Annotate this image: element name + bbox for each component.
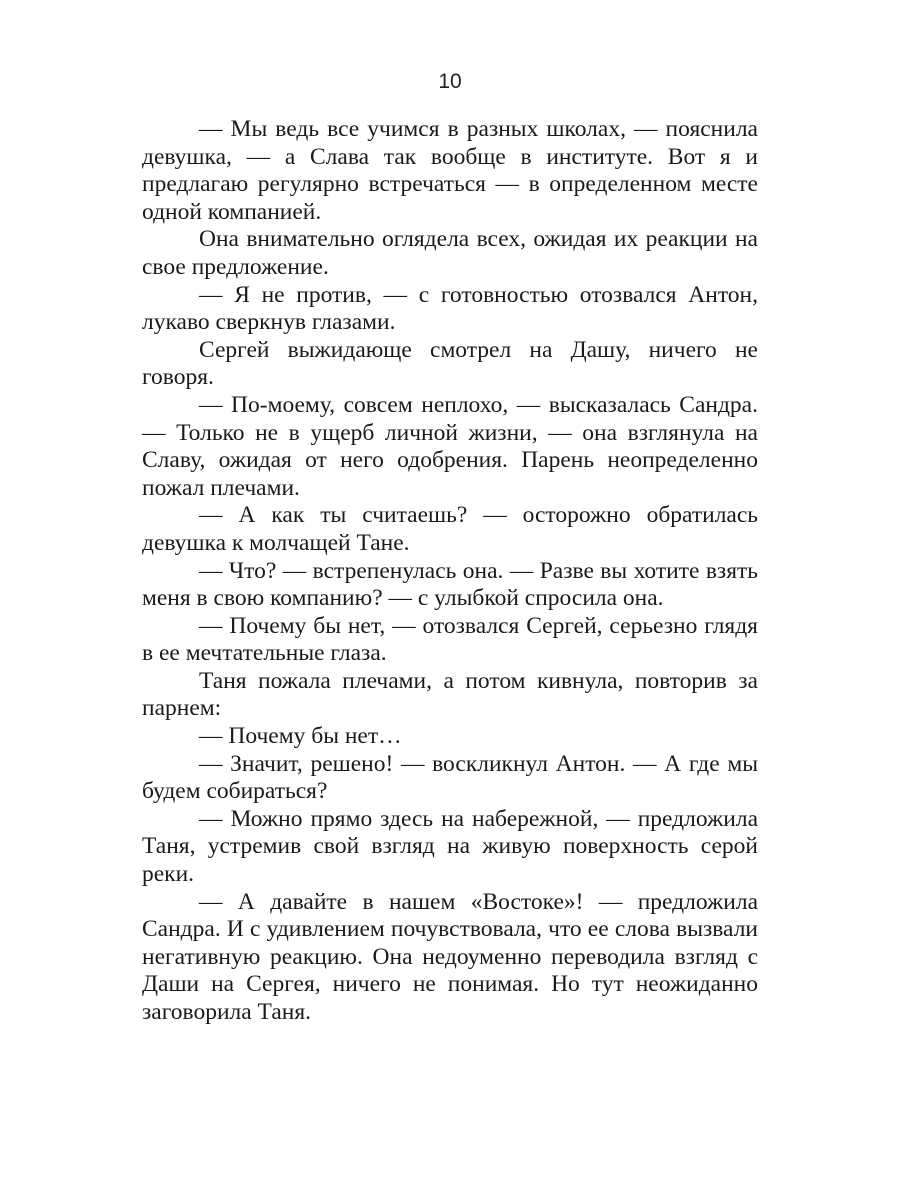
page-text-body xyxy=(142,116,758,1027)
paragraph: — А давайте в нашем «Востоке»! — предложила Сандра. И с удивлением почувствовала, что ее слова вызвали негативную реакцию. Она недоуменно переводила взгляд с Даши на Сергея, ничего не понимая. Но тут неожиданно заговорила Таня. xyxy=(142,888,758,1025)
paragraph: — Почему бы нет… xyxy=(199,723,402,750)
paragraph: — Значит, решено! — воскликнул Антон. — А где мы будем собираться? xyxy=(142,750,758,805)
paragraph: — Можно прямо здесь на набережной, — предложила Таня, устремив свой взгляд на живую поверхность серой реки. xyxy=(142,805,758,888)
paragraph: — А как ты считаешь? — осторожно обратилась девушка к молчащей Тане. xyxy=(142,502,758,556)
page-number: 10 xyxy=(438,70,462,93)
paragraph: — Я не против, — с готовностью отозвался Антон, лукаво сверкнув глазами. xyxy=(142,281,758,336)
paragraph: Таня пожала плечами, а потом кивнула, повторив за парнем: xyxy=(142,667,758,722)
paragraph: — По-моему, совсем неплохо, — высказалась Сандра. — Только не в ущерб личной жизни, — она взглянула на Славу, ожидая от него одобрения. Парень неопределенно пожал плечами. xyxy=(142,391,758,501)
paragraph: — Что? — встрепенулась она. — Разве вы хотите взять меня в свою компанию? — с улыбкой спросила она. xyxy=(142,557,758,612)
paragraph: Она внимательно оглядела всех, ожидая их реакции на свое предложение. xyxy=(142,226,758,280)
paragraph: — Мы ведь все учимся в разных школах, — пояснила девушка, — а Слава так вообще в институте. Вот я и предлагаю регулярно встречаться — в определенном месте одной компанией. xyxy=(142,116,758,225)
paragraph: — Почему бы нет, — отозвался Сергей, серьезно глядя в ее мечтательные глаза. xyxy=(142,612,758,667)
paragraph: Сергей выжидающе смотрел на Дашу, ничего не говоря. xyxy=(142,336,758,391)
